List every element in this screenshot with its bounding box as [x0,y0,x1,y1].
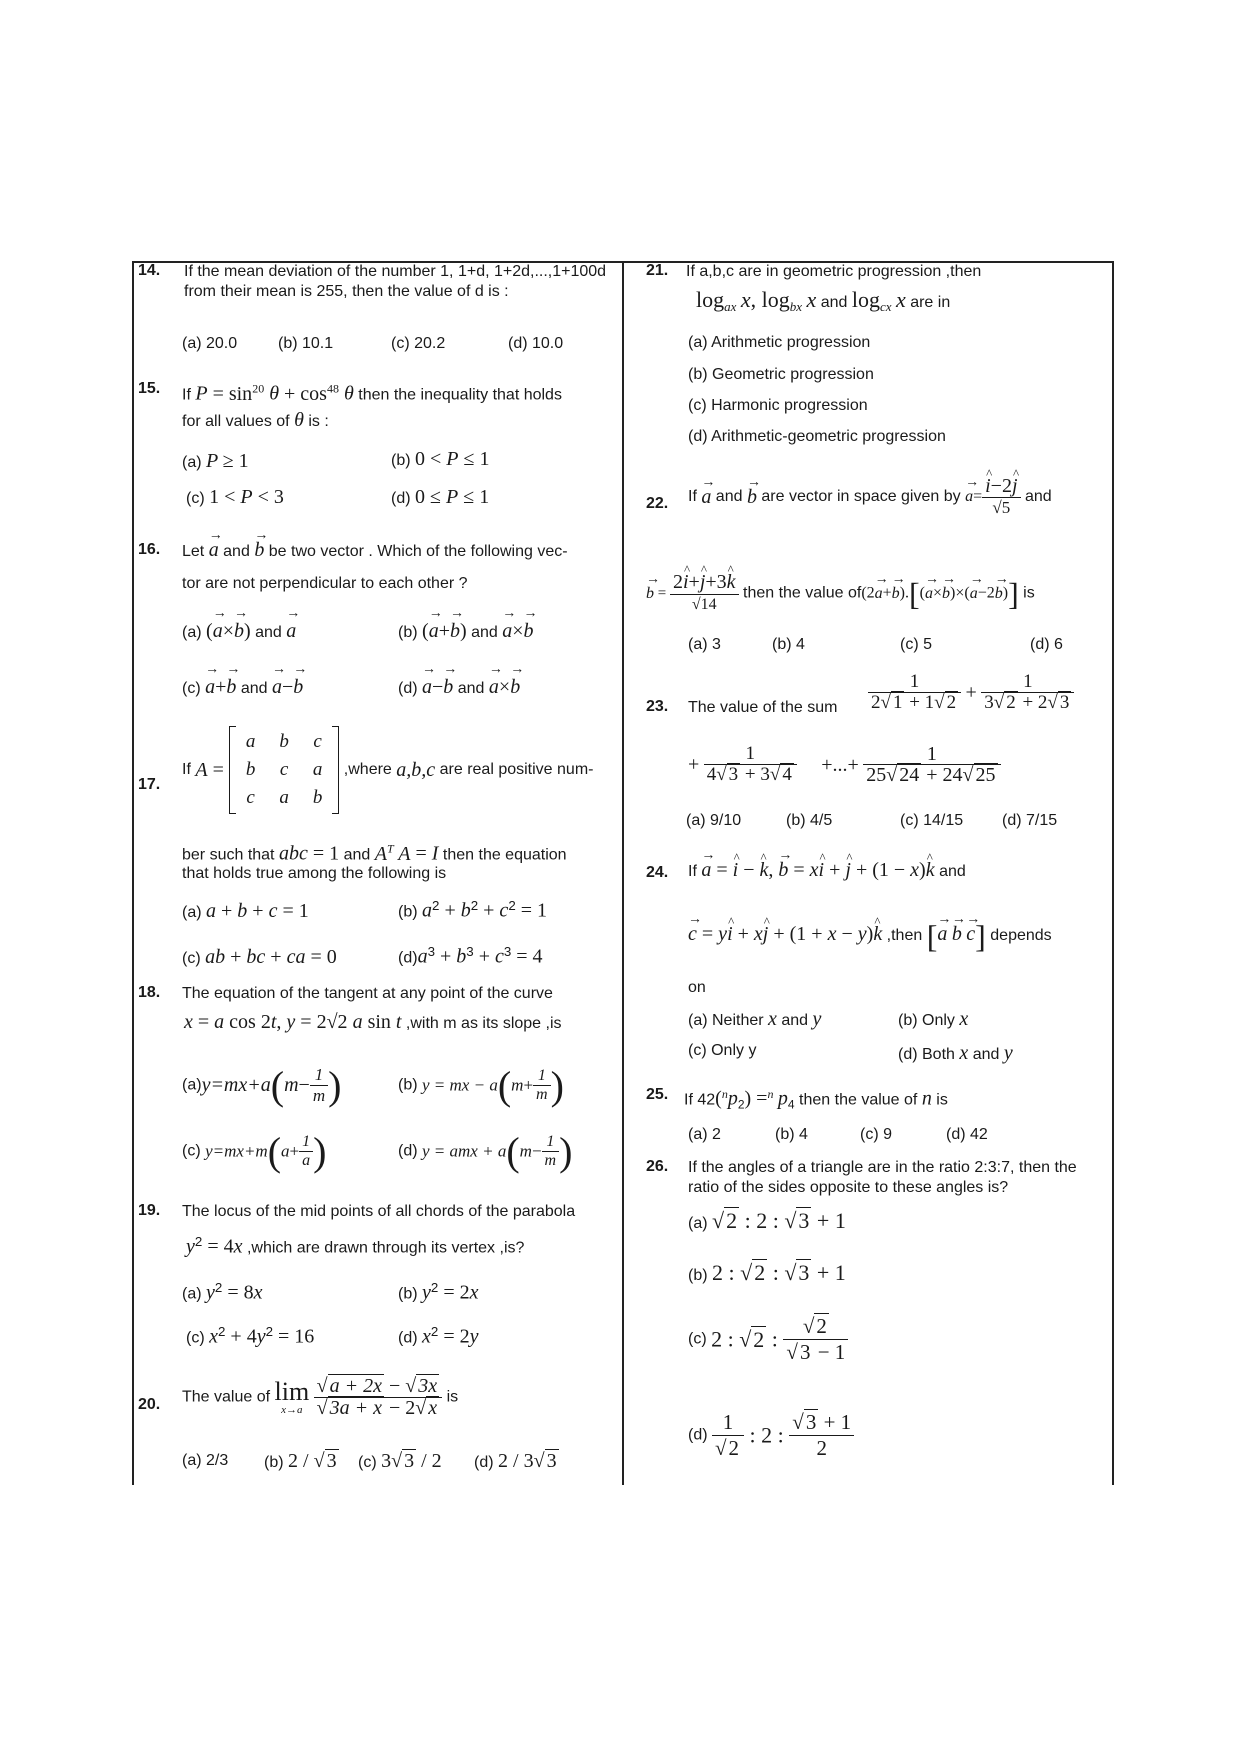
option-b: (b) $a^2 + b^2 + c^2 = 1$ [398,898,548,922]
question-text-2: tor are not perpendicular to each other ? [182,575,468,592]
text-is: is [1023,584,1035,602]
option-label: (a) [182,1076,202,1094]
text-post: then the inequality that holds [358,386,562,404]
option-b: (b) 2 / √ 3 [264,1450,337,1472]
text-post: are real positive num- [439,761,594,778]
option-c: (c) 2 : √2 : $\frac{√2}{√3 - 1}$ [688,1314,848,1365]
option-d: (d) 0 ≤ P ≤ 1 [391,486,490,508]
option-label: (c) [182,1142,201,1160]
option-d: $(d)a^3 + b^3 + c^3 = 4$ [398,944,543,968]
text-if: If [688,863,697,880]
question-text: Let → a and → b be two vector . Which of the following vec- [182,540,568,562]
option-c: (c) 1 < P < 3 [186,486,284,508]
left-border [132,261,134,1485]
text-where: ,where [343,761,392,778]
question-text-2: $y^2 = 4x$ ,which are drawn through its vertex ,is? [186,1234,525,1258]
text-rest: be two vector . Which of the following vec- [268,543,568,560]
option-a: (a) 2 [688,1126,721,1143]
text-and: and [820,294,848,311]
option-a: (a) Neither x and y [688,1008,822,1030]
question-text: If the angles of a triangle are in the ratio 2:3:7, then the ratio of the sides opposite to these angles is? [688,1159,1077,1196]
option-label: (a) [182,1285,202,1303]
text-and: and [715,488,743,505]
text-is: is [936,1091,948,1109]
question-text: If → a and → b are vector in space given by → a= ^ $\frac{i-2\^{} j}{√5}$ and [688,476,1052,518]
question-text: The value of lim x→a $\frac{√ a + 2x - √ 3x}{√ 3a + x - 2√ x}$ is [182,1375,459,1419]
option-label: (d) [391,490,411,507]
option-a: (a) $y^2 = 8x$ [182,1280,263,1304]
option-c: (c) 14/15 [900,812,964,829]
option-label: (b) [398,624,418,641]
right-border [1112,261,1114,1485]
option-label: (d) Both [898,1046,955,1063]
text-post: and [1024,488,1052,505]
option-label: (b) Only [898,1012,955,1029]
text-and: and [457,680,485,697]
question-text-2: x = a cos 2t, y = 2√2 a sin t ,with m as its slope ,is [184,1011,562,1033]
option-label: (d) [398,1142,418,1160]
option-c: (c) Harmonic progression [688,397,868,414]
text-and: and [939,863,966,880]
question-number: 16. [138,541,161,558]
option-label: (d) [398,1329,418,1347]
question-number: 26. [646,1158,669,1175]
text-then: then the value of [743,584,862,602]
option-label: (b) [398,1076,418,1094]
question-text-3: that holds true among the following is [182,865,447,882]
option-a: (a) 9/10 [686,812,742,829]
text-and: and [471,624,498,641]
question-text-3: on [688,979,706,996]
text-post: then the value of [799,1091,918,1109]
option-label: (b) [264,1454,284,1471]
question-text-2: → c = y^ i + x^ j + (1 + x − y)^ k ,then [→ a → b → c] depends [688,924,1052,946]
text-then: ,then [886,927,923,944]
question-text: The locus of the mid points of all chords of the parabola [182,1203,576,1220]
option-b: (b) 4/5 [786,812,833,829]
option-d: (d) 7/15 [1002,812,1058,829]
option-c: (c) → a+→ b and → a−→ b [182,676,303,699]
option-c: (c) 3√ 3 / 2 [358,1450,442,1472]
option-c: (c) ab + bc + ca = 0 [182,946,337,968]
text-then: then the equation [442,846,567,864]
option-b: (b) 0 < P ≤ 1 [391,448,490,470]
option-b: (b) Geometric progression [688,366,874,383]
option-a: (a) (→ a×→ b) and → a [182,620,296,643]
text-let: Let [182,543,205,560]
option-label: (a) [182,904,202,921]
option-label: (a) [182,454,202,471]
question-number: 22. [646,495,669,512]
text-and: and [223,543,250,560]
option-b: (b) $y^2 = 2x$ [398,1280,479,1304]
question-text-2: → b = $\frac{2\^{} i+\^{} j+3\^{} k}{√14}$ then the value of(2→ a+→ b).[(→ a×→ b)×(→ a−2→ b)] is [646,572,1035,615]
option-d: (d) $x^2 = 2y$ [398,1324,479,1348]
text-depends: depends [990,927,1052,944]
text-line2b: is : [308,413,329,430]
question-number: 14. [138,262,161,279]
option-d: (d) 2 / 3√ 3 [474,1450,557,1472]
option-label: (d) [474,1454,494,1471]
text-and: and [240,680,268,697]
question-text: If A = a b c b c a c a b ,where a,b,c are real positive num- [182,726,593,814]
option-b: (b) y = mx − a(m+ $\frac{1}{m}$ ) [398,1063,564,1108]
option-label: (a) [688,1215,708,1232]
option-a: (a) Arithmetic progression [688,334,871,351]
question-text: The value of the sum [688,699,838,716]
text-if: If [182,386,191,404]
option-label: (b) [398,903,418,921]
matrix-a: a b c b c a c a b [229,726,340,814]
option-d: (d) → a−→ b and → a×→ b [398,676,520,699]
text-and: and [972,1046,1000,1063]
text-pre: The value of [182,1388,271,1406]
sum-terms-2: + $\frac{1}{4√ 3 + 3√ 4}$ +...+ $\frac{1}{25√ 24 + 24√ 25}$ [688,744,1001,785]
option-label: (d) [688,1426,708,1444]
option-d: (d) 10.0 [508,335,564,352]
option-label: (a) [182,624,202,641]
question-text: If → a = ^ i − ^ k, → b = x^ i + ^ j + (1 − x)^ k and [688,860,966,882]
question-number: 24. [646,864,669,881]
question-text: If $42(^np_2) =^n$ $p_4$ then the value of n is [684,1087,948,1112]
question-number: 19. [138,1202,161,1219]
question-number: 21. [646,262,669,279]
text-and: and [343,846,371,864]
option-a: (a) P ≥ 1 [182,450,249,472]
option-d: (d) $\frac{1}{√2}$ : 2 : $\frac{√3 + 1}{2}$ [688,1410,854,1461]
option-d: (d) 42 [946,1126,988,1143]
option-c: (c) Only y [688,1042,757,1059]
option-label: (c) [688,1330,707,1348]
text-post: is [446,1388,459,1406]
option-label: (b) [688,1267,708,1284]
question-number: 23. [646,698,669,715]
question-text: If the mean deviation of the number 1, 1+d, 1+2d,...,1+100d from their mean is 255, then the value of d is : [184,263,607,300]
option-label: (c) [186,490,205,507]
question-text: The equation of the tangent at any point of the curve [182,985,553,1002]
option-d: (d) Arithmetic-geometric progression [688,428,946,445]
option-b: (b) 4 [772,636,805,653]
option-label: (c) [186,1329,205,1347]
text-post: are in [910,294,951,311]
option-a: (a) √2 : 2 : √3 + 1 [688,1208,846,1233]
question-text-2: ber such that abc = 1 and $A^T$ A = I then the equation [182,841,567,865]
option-d: (d) Both x and y [898,1042,1013,1064]
question-number: 18. [138,984,161,1001]
option-a: (a)y=mx+a(m− $\frac{1}{m}$ ) [182,1063,342,1108]
option-label: (c) [182,680,201,697]
text-pre: If 42 [684,1091,716,1109]
option-b: (b) Only x [898,1008,969,1030]
option-d: (d) y = amx + a(m− $\frac{1}{m}$ ) [398,1129,573,1174]
question-text-2: for all values of θ is : [182,409,329,431]
question-number: 17. [138,776,161,793]
option-label: (d) [398,949,418,967]
text-and: and [781,1012,809,1029]
option-b: (b) 10.1 [278,335,334,352]
option-c: (c) 9 [860,1126,892,1143]
option-b: (b) (→ a+→ b) and → a×→ b [398,620,534,643]
text-mid: are vector in space given by [761,488,961,505]
question-text: If $P = \sin^{20} \theta + \cos^{48} \theta$ then the inequality that holds [182,381,562,405]
center-divider [622,261,624,1485]
option-d: (d) 6 [1030,636,1063,653]
option-c: (c) 5 [900,636,932,653]
question-text: If a,b,c are in geometric progression ,then [686,263,982,280]
text-line2: for all values of [182,413,290,430]
option-label: (b) [398,1285,418,1303]
option-c: (c) $x^2 + 4y^2 = 16$ [186,1324,315,1348]
option-a: (a) a + b + c = 1 [182,900,309,922]
question-text-2: $\log_{ax} x$, $\log_{bx} x$ and $\log_{cx} x$ are in [696,287,951,315]
option-a: (a) 20.0 [182,335,238,352]
question-number: 15. [138,380,161,397]
option-c: (c) 20.2 [391,335,446,352]
option-label: (a) Neither [688,1012,764,1029]
option-a [182,1452,228,1470]
text-if: If [182,761,191,778]
text-if: If [688,488,697,505]
option-label: (c) [182,950,201,967]
text-such: ber such that [182,846,275,864]
option-label: (b) [391,452,411,469]
question-number: 20. [138,1396,161,1413]
option-b: (b) 4 [775,1126,808,1143]
formula-p: P [195,382,208,405]
option-label: (c) [358,1454,377,1471]
text-and: and [255,624,282,641]
option-c: (c) y=mx+m(a+ $\frac{1}{a}$ ) [182,1129,327,1174]
sum-terms-1: $\frac{1}{2√ 1 + 1√ 2}$ + $\frac{1}{3√ 2 + 2√ 3}$ [868,672,1074,713]
option-a: (a) 3 [688,636,721,653]
question-number: 25. [646,1086,669,1103]
option-label: (a) 2/3 [182,1452,229,1469]
text-post: ,which are drawn through its vertex ,is? [246,1239,525,1257]
text-post: ,with m as its slope ,is [405,1015,562,1032]
option-label: (d) [398,680,418,697]
option-b: (b) 2 : √2 : √3 + 1 [688,1260,846,1285]
